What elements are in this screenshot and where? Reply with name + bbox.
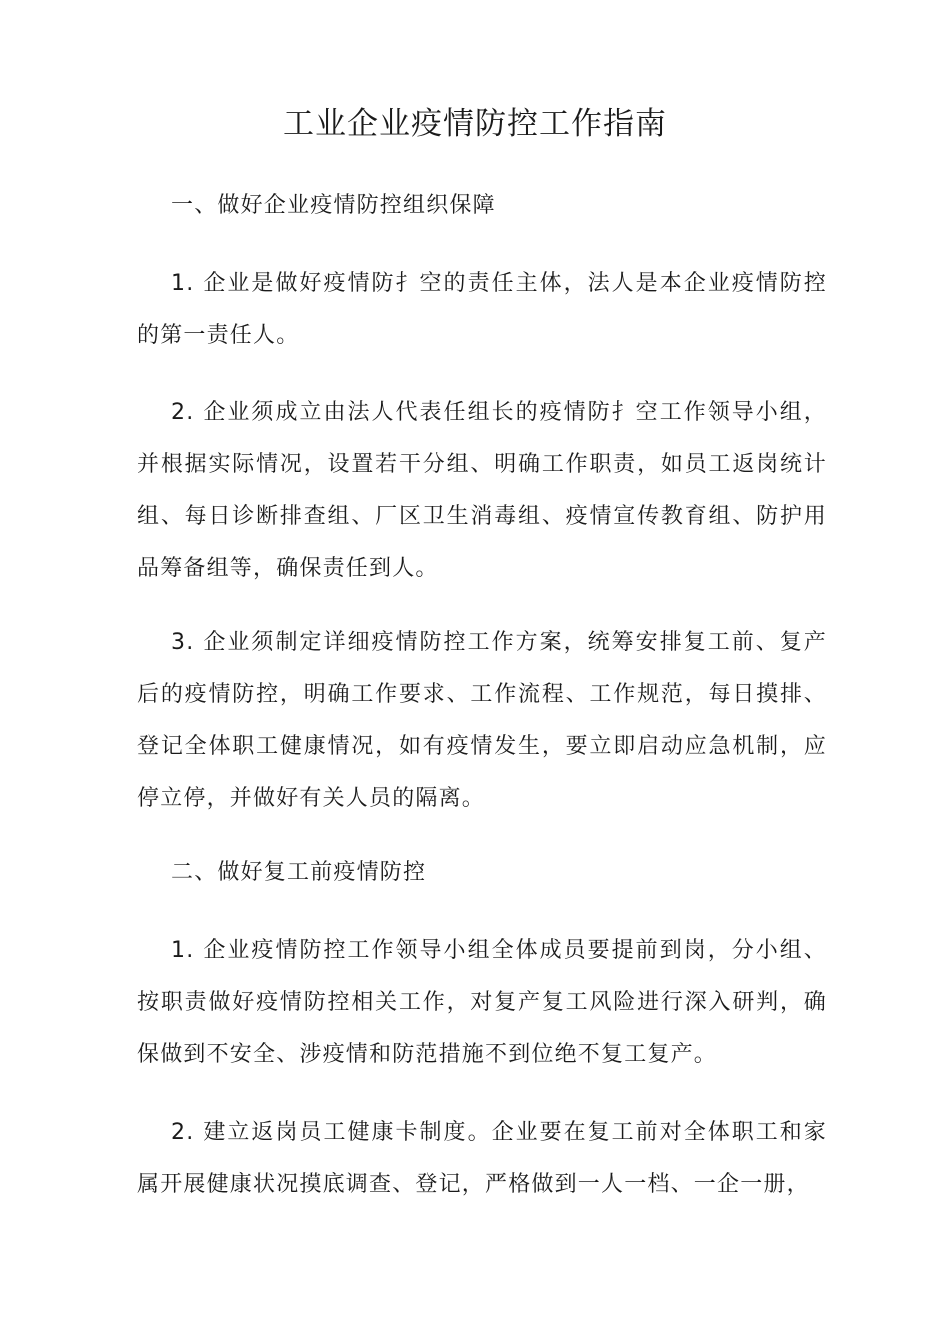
section-2-item-2: 2. 建立返岗员工健康卡制度。企业要在复工前对全体职工和家属开展健康状况摸底调查、登记，严格做到一人一档、一企一册，: [137, 1120, 827, 1197]
section-1-item-1: 1. 企业是做好疫情防扌空的责任主体，法人是本企业疫情防控的第一责任人。: [137, 271, 827, 348]
section-1-heading: 一、做好企业疫情防控组织保障: [171, 193, 496, 218]
section-2-heading: 二、做好复工前疫情防控: [171, 860, 427, 885]
section-2-item-1: 1. 企业疫情防控工作领导小组全体成员要提前到岗，分小组、按职责做好疫情防控相关工作，对复产复工风险进行深入研判，确保做到不安全、涉疫情和防范措施不到位绝不复工复产。: [137, 938, 827, 1067]
section-1-item-3: 3. 企业须制定详细疫情防控工作方案，统筹安排复工前、复产后的疫情防控，明确工作要求、工作流程、工作规范，每日摸排、登记全体职工健康情况，如有疫情发生，要立即启动应急机制，应停立停，并做好有关人员的隔离。: [137, 630, 827, 811]
section-1-item-2: 2. 企业须成立由法人代表任组长的疫情防扌空工作领导小组，并根据实际情况，设置若干分组、明确工作职责，如员工返岗统计组、每日诊断排查组、厂区卫生消毒组、疫情宣传教育组、防护用品筹备组等，确保责任到人。: [137, 400, 827, 581]
document-title: 工业企业疫情防控工作指南: [283, 106, 667, 142]
